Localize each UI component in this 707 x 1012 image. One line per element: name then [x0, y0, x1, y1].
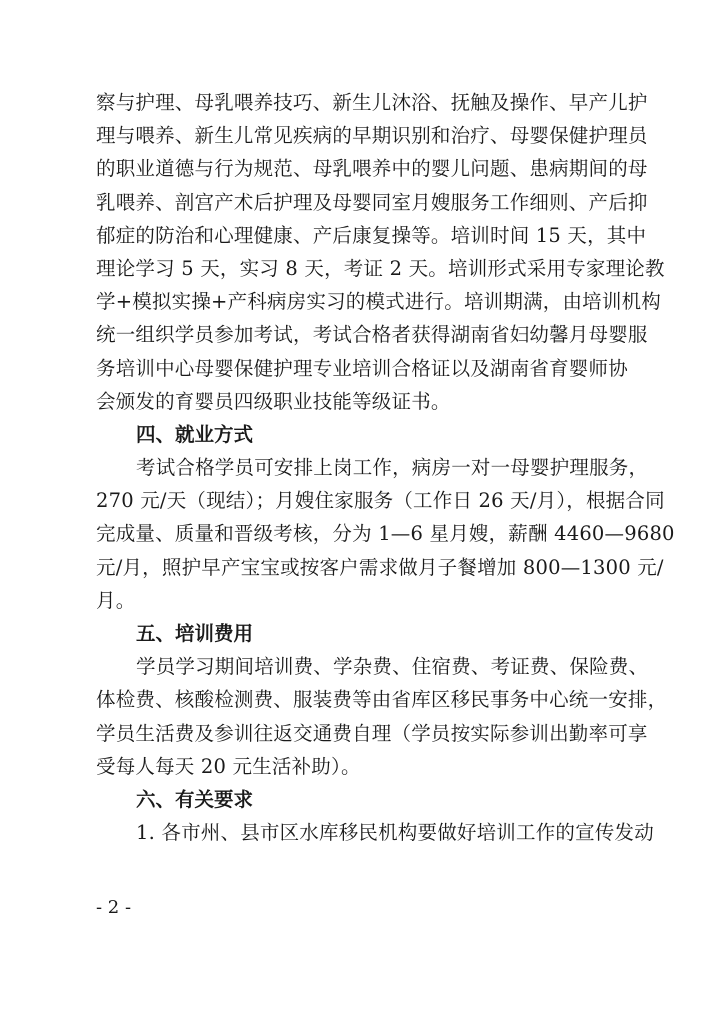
body-text-line: 乳喂养、剖宫产术后护理及母婴同室月嫂服务工作细则、产后抑 — [96, 190, 648, 214]
body-text-line: 受每人每天 20 元生活补助）。 — [96, 754, 361, 778]
body-text-line: 理与喂养、新生儿常见疾病的早期识别和治疗、母婴保健护理员 — [96, 124, 648, 148]
body-text-line: 270 元/天（现结）；月嫂住家服务（工作日 26 天/月），根据合同 — [96, 489, 665, 513]
body-text-line: 月。 — [96, 588, 136, 612]
page-number: - 2 - — [96, 897, 132, 918]
body-text-line: 学+模拟实操+产科病房实习的模式进行。培训期满，由培训机构 — [96, 290, 661, 314]
body-text-line: 体检费、核酸检测费、服装费等由省库区移民事务中心统一安排， — [96, 688, 668, 712]
body-text-line: 学员学习期间培训费、学杂费、住宿费、考证费、保险费、 — [136, 655, 649, 679]
body-text-line: 郁症的防治和心理健康、产后康复操等。培训时间 15 天，其中 — [96, 223, 647, 247]
body-text-line: 务培训中心母婴保健护理专业培训合格证以及湖南省育婴师协 — [96, 356, 628, 380]
body-text-line: 完成量、质量和晋级考核，分为 1—6 星月嫂，薪酬 4460—9680 — [96, 522, 675, 546]
body-text-line: 的职业道德与行为规范、母乳喂养中的婴儿问题、患病期间的母 — [96, 157, 648, 181]
body-text-line: 1. 各市州、县市区水库移民机构要做好培训工作的宣传发动 — [136, 821, 654, 845]
body-text-line: 察与护理、母乳喂养技巧、新生儿沐浴、抚触及操作、早产儿护 — [96, 91, 648, 114]
body-text-line: 学员生活费及参训往返交通费自理（学员按实际参训出勤率可享 — [96, 721, 648, 745]
body-text-line: 理论学习 5 天，实习 8 天，考证 2 天。培训形式采用专家理论教 — [96, 256, 665, 280]
section-heading: 六、有关要求 — [136, 787, 254, 811]
body-text-line: 元/月，照护早产宝宝或按客户需求做月子餐增加 800—1300 元/ — [96, 555, 664, 579]
section-heading: 四、就业方式 — [136, 422, 254, 446]
body-text-line: 会颁发的育婴员四级职业技能等级证书。 — [96, 389, 451, 413]
body-text-line: 考试合格学员可安排上岗工作，病房一对一母婴护理服务， — [136, 456, 649, 480]
body-text-line: 统一组织学员参加考试，考试合格者获得湖南省妇幼馨月母婴服 — [96, 323, 648, 347]
document-page — [96, 86, 675, 849]
section-heading: 五、培训费用 — [136, 622, 254, 645]
